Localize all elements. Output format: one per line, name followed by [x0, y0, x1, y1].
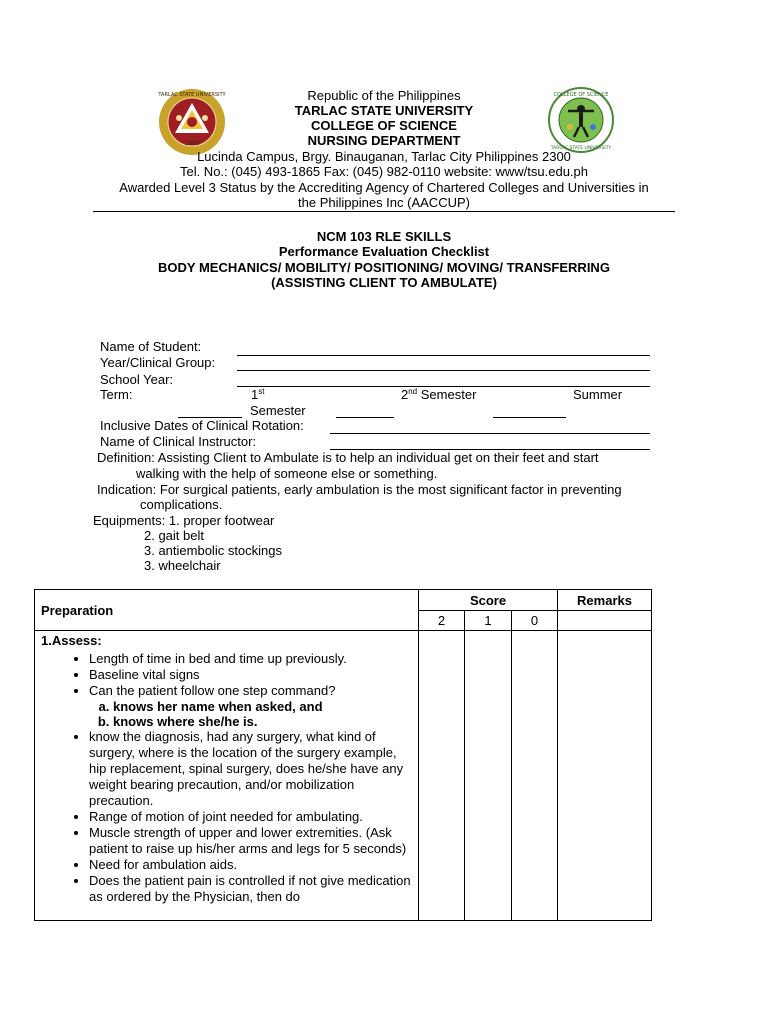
term-first-sup: st [258, 387, 265, 396]
list-item: • Baseline vital signs [89, 667, 414, 683]
indication-line-2: complications. [140, 497, 223, 512]
equipment-item: 3. antiembolic stockings [144, 543, 283, 558]
remarks-header: Remarks [558, 590, 652, 611]
checklist-table [34, 589, 652, 921]
equipments-label: Equipments: 1. proper footwear [93, 513, 275, 528]
dates-field[interactable] [330, 433, 650, 434]
award-line-2: the Philippines Inc (AACCUP) [298, 195, 470, 210]
term-summer: Summer [573, 387, 623, 402]
sub-list-item: a. knows her name when asked, and [113, 699, 414, 714]
procedure-title: (ASSISTING CLIENT TO AMBULATE) [271, 275, 497, 290]
term-first-num: 1 [251, 387, 259, 402]
score-0-cell[interactable] [512, 631, 558, 921]
term-first-word: Semester [250, 403, 306, 418]
college-name: COLLEGE OF SCIENCE [311, 118, 457, 133]
award-line-1: Awarded Level 3 Status by the Accrediting Agency of Chartered Colleges and Universities in [119, 180, 649, 195]
sub-list [89, 699, 414, 729]
list-item: • know the diagnosis, had any surgery, what kind of surgery, where is the location of the surgery example, hip replacement, spinal surgery, does he/she have any weight bearing precaution, and/or mobilization precaution. [89, 729, 414, 809]
tsu-seal-text: TARLAC STATE UNIVERSITY [158, 92, 226, 98]
cos-logo-top-text: COLLEGE OF SCIENCE [553, 92, 609, 98]
checklist-title: Performance Evaluation Checklist [278, 244, 490, 259]
score-col-2: 2 [419, 611, 465, 631]
equipment-item: 2. gait belt [144, 528, 204, 543]
score-header: Score [419, 590, 558, 611]
assess-section [35, 631, 419, 921]
preparation-header: Preparation [35, 590, 419, 631]
assess-list [41, 651, 414, 905]
department-name: NURSING DEPARTMENT [307, 133, 461, 148]
remarks-subheader [558, 611, 652, 631]
dates-label: Inclusive Dates of Clinical Rotation: [100, 418, 304, 433]
term-second-num: 2 [401, 387, 409, 402]
definition-line-2: walking with the help of someone else or something. [136, 466, 438, 481]
cos-logo-bottom-text: TARLAC STATE UNIVERSITY [550, 146, 612, 151]
list-item: • Muscle strength of upper and lower extremities. (Ask patient to raise up his/her arms and legs for 5 seconds) [89, 825, 414, 857]
list-item: • Need for ambulation aids. [89, 857, 414, 873]
indication-line-1: Indication: For surgical patients, early ambulation is the most significant factor in preventing [97, 482, 622, 497]
instructor-label: Name of Clinical Instructor: [100, 434, 257, 449]
year-group-field[interactable] [237, 370, 650, 371]
term-second-sup: nd [408, 387, 418, 396]
year-group-label: Year/Clinical Group: [100, 355, 216, 370]
student-name-label: Name of Student: [100, 339, 202, 354]
contact-line: Tel. No.: (045) 493-1865 Fax: (045) 982-0110 website: www/tsu.edu.ph [179, 164, 589, 179]
score-col-0: 0 [512, 611, 558, 631]
address-line: Lucinda Campus, Brgy. Binauganan, Tarlac City Philippines 2300 [197, 149, 571, 164]
term-summer-blank[interactable] [493, 417, 566, 418]
term-second-blank[interactable] [336, 417, 394, 418]
list-item: • Does the patient pain is controlled if not give medication as ordered by the Physician, then do [89, 873, 414, 905]
definition-line-1: Definition: Assisting Client to Ambulate is to help an individual get on their feet and start [97, 450, 599, 465]
list-item [89, 683, 414, 729]
header-divider [93, 211, 675, 212]
topic-title: BODY MECHANICS/ MOBILITY/ POSITIONING/ MOVING/ TRANSFERRING [158, 260, 610, 275]
assess-title: 1.Assess: [41, 633, 102, 648]
list-item: • Length of time in bed and time up previously. [89, 651, 414, 667]
term-first-semester [251, 387, 264, 402]
republic-line: Republic of the Philippines [307, 88, 461, 103]
score-col-1: 1 [465, 611, 512, 631]
list-item-text: Can the patient follow one step command? [89, 683, 336, 698]
list-item: • Range of motion of joint needed for ambulating. [89, 809, 414, 825]
tsu-seal-year: 1906 [184, 140, 200, 147]
sub-list-item: b. knows where she/he is. [113, 714, 414, 729]
score-2-cell[interactable] [419, 631, 465, 921]
remarks-cell[interactable] [558, 631, 652, 921]
school-year-label: School Year: [100, 372, 174, 387]
score-1-cell[interactable] [465, 631, 512, 921]
student-name-field[interactable] [237, 355, 650, 356]
term-second-semester [401, 387, 476, 402]
term-second-word: Semester [420, 387, 477, 402]
course-title: NCM 103 RLE SKILLS [316, 229, 452, 244]
term-label: Term: [100, 387, 133, 402]
university-name: TARLAC STATE UNIVERSITY [294, 103, 474, 118]
equipment-item: 3. wheelchair [144, 558, 221, 573]
